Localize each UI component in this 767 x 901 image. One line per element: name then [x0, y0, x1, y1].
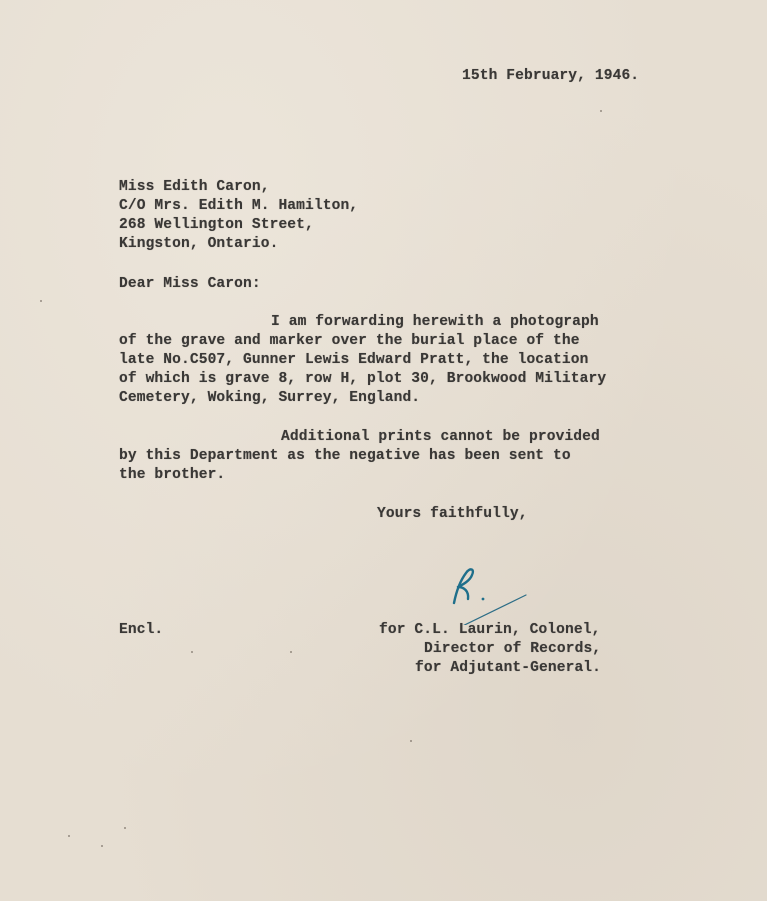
enclosure-note: Encl. — [119, 622, 164, 638]
signature-line: for Adjutant-General. — [415, 660, 602, 676]
signature-line: for C.L. Laurin, Colonel, — [379, 622, 601, 638]
paper-speck — [101, 845, 103, 847]
recipient-line: Kingston, Ontario. — [119, 236, 279, 252]
closing: Yours faithfully, — [377, 506, 528, 522]
paper-speck — [68, 835, 70, 837]
paper-speck — [191, 651, 193, 653]
paper-speck — [600, 110, 602, 112]
body-line: Additional prints cannot be provided — [281, 429, 600, 445]
recipient-line: 268 Wellington Street, — [119, 217, 314, 233]
signature-line: Director of Records, — [424, 641, 602, 657]
paper-speck — [40, 300, 42, 302]
body-line: late No.C507, Gunner Lewis Edward Pratt, the location — [119, 352, 589, 368]
body-line: I am forwarding herewith a photograph — [271, 314, 599, 330]
body-line: of which is grave 8, row H, plot 30, Brookwood Military — [119, 371, 607, 387]
recipient-line: C/O Mrs. Edith M. Hamilton, — [119, 198, 359, 214]
paper-speck — [290, 651, 292, 653]
paper-speck — [410, 740, 412, 742]
recipient-line: Miss Edith Caron, — [119, 179, 270, 195]
body-line: Cemetery, Woking, Surrey, England. — [119, 390, 421, 406]
body-line: the brother. — [119, 467, 226, 483]
body-line: by this Department as the negative has been sent to — [119, 448, 571, 464]
body-line: of the grave and marker over the burial place of the — [119, 333, 580, 349]
salutation: Dear Miss Caron: — [119, 276, 261, 292]
letter-date: 15th February, 1946. — [462, 68, 640, 84]
handwritten-signature-icon — [446, 565, 536, 625]
paper-speck — [124, 827, 126, 829]
